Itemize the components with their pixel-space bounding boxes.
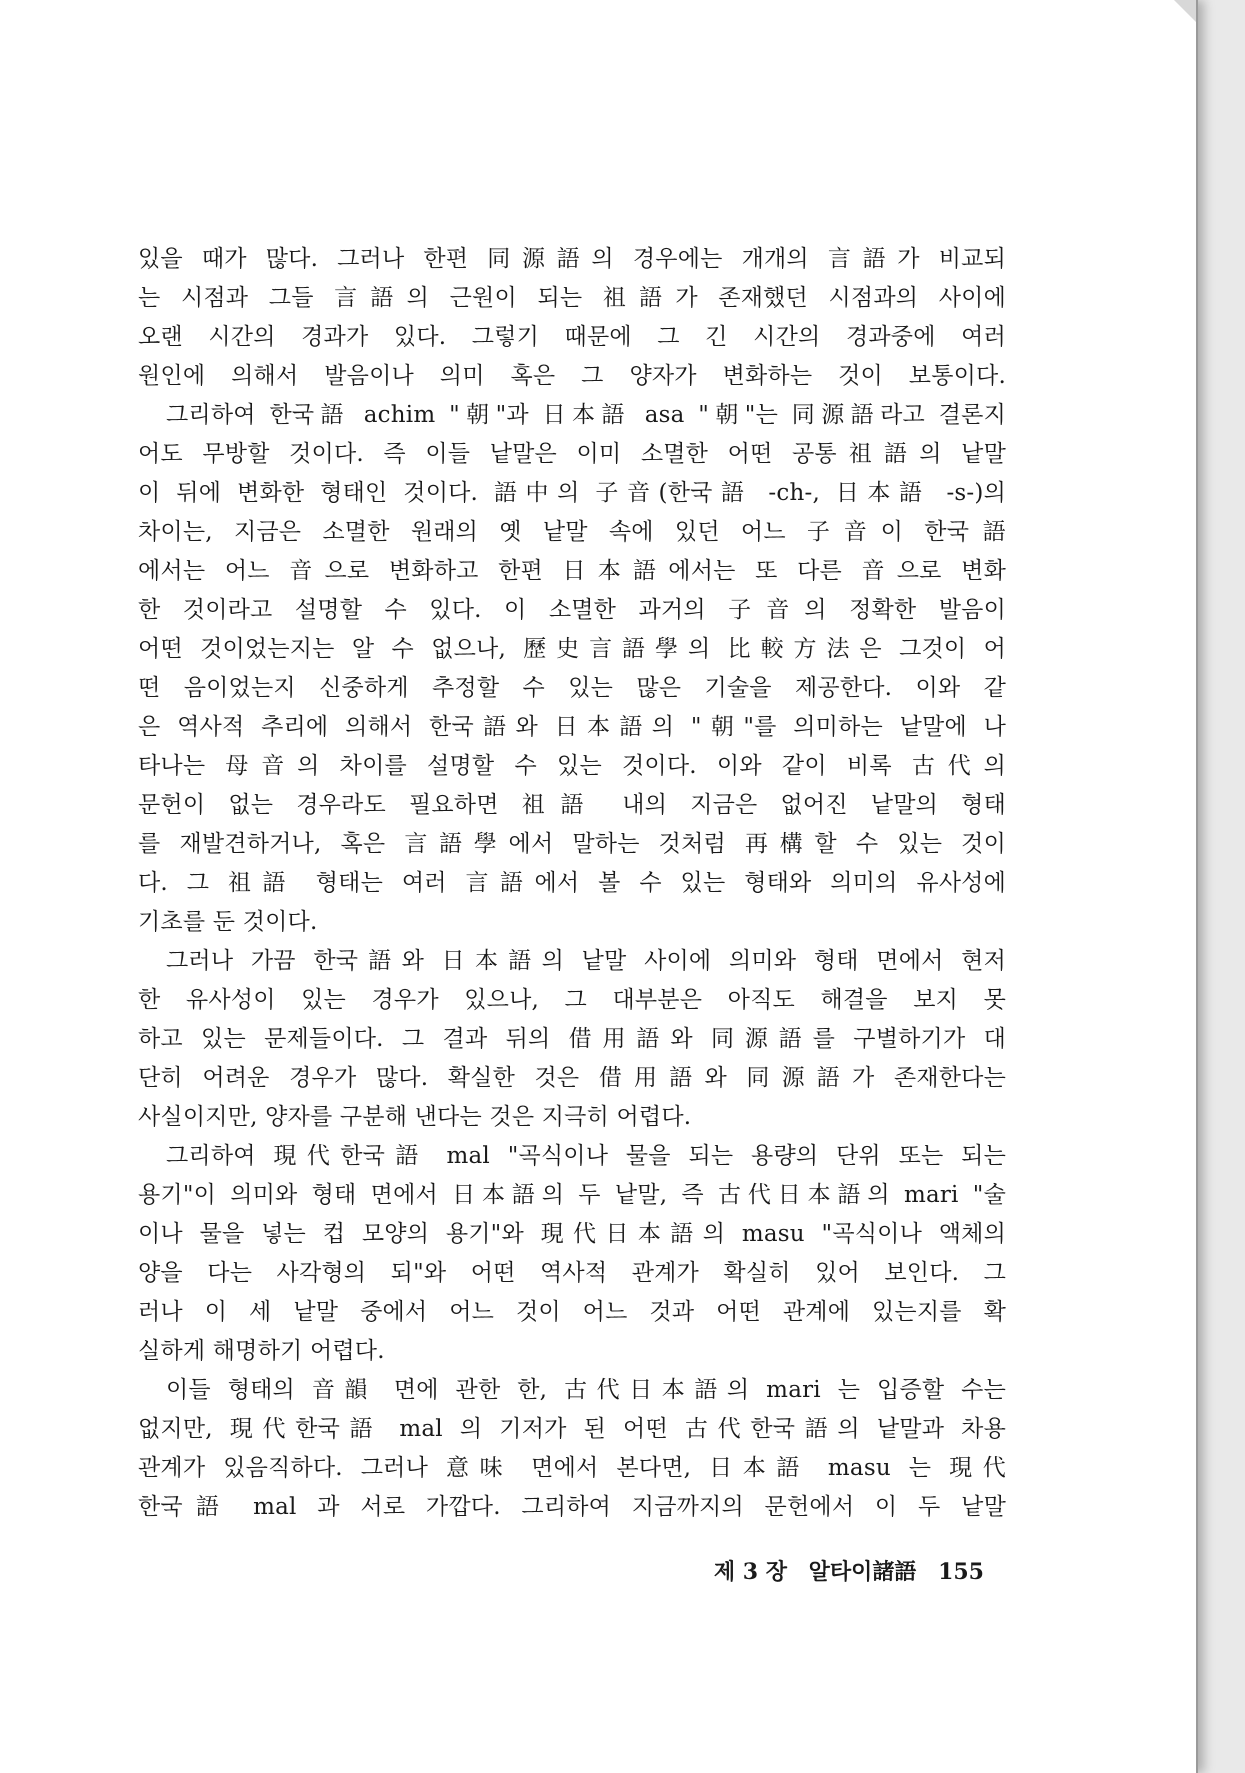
footer-chapter-title: 알타이諸語: [808, 1559, 917, 1585]
text-line: 떤 음이었는지 신중하게 추정할 수 있는 많은 기술을 제공한다. 이와 같: [138, 675, 1006, 701]
text-line: 를 재발견하거나, 혹은 言語學에서 말하는 것처럼 再構할 수 있는 것이: [138, 831, 1006, 857]
text-line: 어도 무방할 것이다. 즉 이들 낱말은 이미 소멸한 어떤 공통祖語의 낱말: [138, 441, 1006, 467]
text-line: 이들 형태의 音韻 면에 관한 한, 古代日本語의 mari 는 입증할 수는: [166, 1377, 1006, 1403]
page-number: 155: [938, 1559, 984, 1585]
text-line: 는 시점과 그들 言語의 근원이 되는 祖語가 존재했던 시점과의 사이에: [138, 285, 1006, 311]
text-line: 있을 때가 많다. 그러나 한편 同源語의 경우에는 개개의 言語가 비교되: [138, 246, 1006, 272]
text-line: 이나 물을 넣는 컵 모양의 용기"와 現代日本語의 masu "곡식이나 액체의: [138, 1221, 1006, 1247]
text-line: 사실이지만, 양자를 구분해 낸다는 것은 지극히 어렵다.: [138, 1104, 692, 1130]
text-line: 한국語 mal 과 서로 가깝다. 그리하여 지금까지의 문헌에서 이 두 낱말: [138, 1494, 1006, 1520]
text-line: 차이는, 지금은 소멸한 원래의 옛 낱말 속에 있던 어느 子音이 한국語: [138, 519, 1006, 545]
text-line: 이 뒤에 변화한 형태인 것이다. 語中의 子音(한국語 -ch-, 日本語 -s-)의: [138, 480, 1006, 506]
text-line: 은 역사적 추리에 의해서 한국語와 日本語의 "朝"를 의미하는 낱말에 나: [138, 714, 1006, 740]
text-line: 원인에 의해서 발음이나 의미 혹은 그 양자가 변화하는 것이 보통이다.: [138, 363, 1006, 389]
text-line: 기초를 둔 것이다.: [138, 909, 318, 935]
text-line: 용기"이 의미와 형태 면에서 日本語의 두 낱말, 즉 古代日本語의 mari "술: [138, 1182, 1006, 1208]
text-line: 문헌이 없는 경우라도 필요하면 祖語 내의 지금은 없어진 낱말의 형태: [138, 792, 1006, 818]
page-fold-corner: [1174, 0, 1196, 22]
text-line: 에서는 어느 音으로 변화하고 한편 日本語에서는 또 다른 音으로 변화: [138, 558, 1006, 584]
text-line: 타나는 母音의 차이를 설명할 수 있는 것이다. 이와 같이 비록 古代의: [138, 753, 1006, 779]
text-line: 양을 다는 사각형의 되"와 어떤 역사적 관계가 확실히 있어 보인다. 그: [138, 1260, 1006, 1286]
footer-chapter: 제 3 장: [713, 1559, 787, 1585]
text-line: 한 것이라고 설명할 수 있다. 이 소멸한 과거의 子音의 정확한 발음이: [138, 597, 1006, 623]
text-line: 실하게 해명하기 어렵다.: [138, 1338, 385, 1364]
page-footer: [700, 1555, 984, 1586]
text-line: 그리하여 現代한국語 mal "곡식이나 물을 되는 용량의 단위 또는 되는: [166, 1143, 1006, 1169]
text-line: 오랜 시간의 경과가 있다. 그렇기 때문에 그 긴 시간의 경과중에 여러: [138, 324, 1006, 350]
body-text: [138, 240, 1006, 1527]
text-line: 없지만, 現代한국語 mal 의 기저가 된 어떤 古代한국語의 낱말과 차용: [138, 1416, 1006, 1442]
text-line: 관계가 있음직하다. 그러나 意味 면에서 본다면, 日本語 masu 는 現代: [138, 1455, 1006, 1481]
text-line: 한 유사성이 있는 경우가 있으나, 그 대부분은 아직도 해결을 보지 못: [138, 987, 1006, 1013]
text-line: 러나 이 세 낱말 중에서 어느 것이 어느 것과 어떤 관계에 있는지를 확: [138, 1299, 1006, 1325]
text-line: 다. 그 祖語 형태는 여러 言語에서 볼 수 있는 형태와 의미의 유사성에: [138, 870, 1006, 896]
text-line: 단히 어려운 경우가 많다. 확실한 것은 借用語와 同源語가 존재한다는: [138, 1065, 1006, 1091]
text-line: 그러나 가끔 한국語와 日本語의 낱말 사이에 의미와 형태 면에서 현저: [166, 948, 1006, 974]
text-line: 그리하여 한국語 achim "朝"과 日本語 asa "朝"는 同源語라고 결론지: [166, 402, 1006, 428]
text-line: 하고 있는 문제들이다. 그 결과 뒤의 借用語와 同源語를 구별하기가 대: [138, 1026, 1006, 1052]
text-line: 어떤 것이었는지는 알 수 없으나, 歷史言語學의 比較方法은 그것이 어: [138, 636, 1006, 662]
